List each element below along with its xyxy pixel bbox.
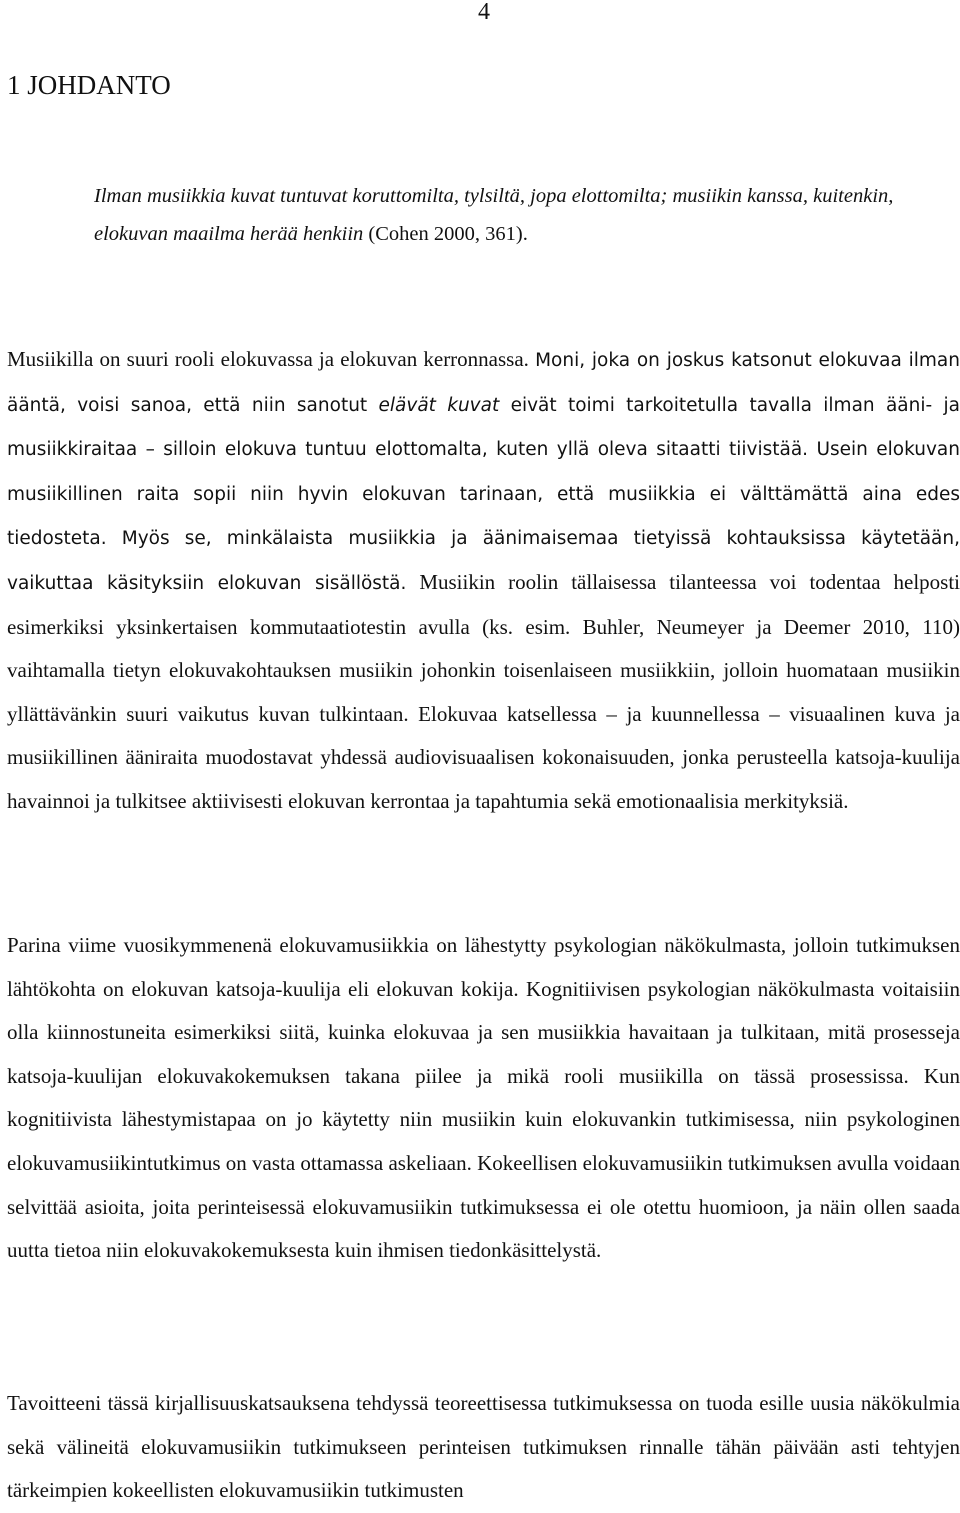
paragraph-1-part-g: Musiikin roolin tällaisessa tilanteessa voi todentaa helposti esimerkiksi yksinkertaisen kommutaatiotestin avulla (ks. esim. Buhler, Neumeyer ja Deemer 2010, 110) vaihtamalla tietyn elokuvakohtauksen musiikin johonkin toisenlaiseen musiikkiin, jolloin huomataan musiikin yllättävänkin suuri vaikutus kuvan tulkintaan. Elokuvaa katsellessa – ja kuunnellessa – visuaalinen kuva ja musiikillinen ääniraita muodostavat yhdessä audiovisuaalisen kokonaisuuden, jonka perusteella katsoja-kuulija havainnoi ja tulkitsee aktiivisesti elokuvan kerrontaa ja tapahtumia sekä emotionaalisia merkityksiä. — [7, 569, 960, 813]
paragraph-1-part-e: Usein elokuvan musiikillinen raita sopii niin hyvin elokuvan tarinaan, että musiikkia ei välttämättä aina edes tiedosteta. — [7, 439, 960, 550]
epigraph-quote — [94, 177, 894, 253]
quote-text: Ilman musiikkia kuvat tuntuvat koruttomilta, tylsiltä, jopa elottomilta; musiikin kanssa, kuitenkin, elokuvan maailma herää henkiin — [94, 185, 894, 245]
paragraph-3: Tavoitteeni tässä kirjallisuuskatsauksena tehdyssä teoreettisessa tutkimuksessa on tuoda esille uusia näkökulmia sekä välineitä elokuvamusiikin tutkimukseen perinteisen tutkimuksen rinnalle tähän päivään asti tehtyjen tärkeimpien kokeellisten elokuvamusiikin tutkimusten — [7, 1391, 960, 1503]
paragraph-2: Parina viime vuosikymmenenä elokuvamusiikkia on lähestytty psykologian näkökulmasta, jolloin tutkimuksen lähtökohta on elokuvan katsoja-kuulija eli elokuvan kokija. Kognitiivisen psykologian näkökulmasta voitaisiin olla kiinnostuneita esimerkiksi siitä, kuinka elokuvaa ja sen musiikkia havaitaan ja tulkitaan, mitä prosesseja katsoja-kuulijan elokuvakokemuksen takana piilee ja mikä rooli musiikilla on tässä prosessissa. Kun kognitiivista lähestymistapaa on jo käytetty niin musiikin kuin elokuvankin tutkimisessa, niin psykologinen elokuvamusiikintutkimus on vasta ottamassa askeliaan. Kokeellisen elokuvamusiikin tutkimuksen avulla voidaan selvittää asioita, joita perinteisessä elokuvamusiikin tutkimuksessa ei ole otettu huomioon, ja näin ollen saada uutta tietoa niin elokuvakokemuksesta kuin ihmisen tiedonkäsittelystä. — [7, 933, 960, 1263]
paragraph-1-emphasis: elävät kuvat — [378, 394, 500, 416]
paragraph-1 — [7, 338, 960, 824]
paragraph-1-part-b: Moni, joka on joskus katsonut elokuvaa ilman ääntä, voisi sanoa, että niin sanotut — [7, 350, 960, 416]
chapter-heading: 1 JOHDANTO — [7, 70, 171, 100]
paragraph-1-part-a: Musiikilla on suuri rooli elokuvassa ja elokuvan kerronnassa. — [7, 347, 536, 371]
quote-citation: (Cohen 2000, 361). — [363, 223, 528, 245]
paragraph-1-part-d: eivät toimi tarkoitetulla tavalla ilman ääni- ja musiikkiraitaa – silloin elokuva tuntuu elottomalta, kuten yllä oleva sitaatti tiivistää. — [7, 394, 960, 461]
paragraph-1-part-f: Myös se, minkälaista musiikkia ja äänimaisemaa tietyissä kohtauksissa käytetään, vaikuttaa käsityksiin elokuvan sisällöstä. — [7, 528, 960, 594]
page-number: 4 — [478, 0, 490, 25]
